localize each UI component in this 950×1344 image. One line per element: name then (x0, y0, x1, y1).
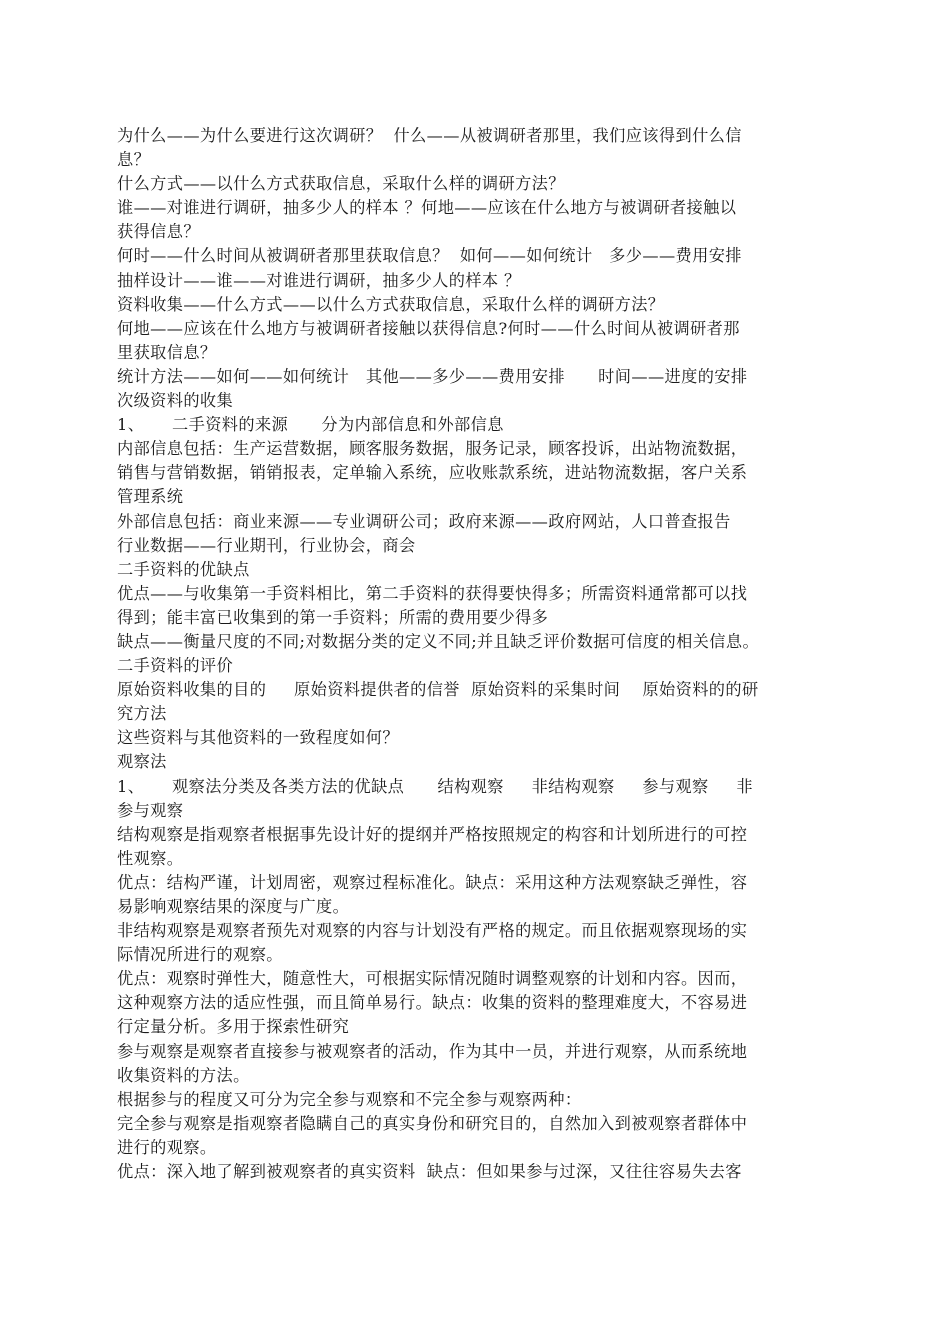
text-line: 优点：深入地了解到被观察者的真实资料 缺点：但如果参与过深，又往往容易失去客 (117, 1162, 742, 1182)
text-line: 内部信息包括：生产运营数据，顾客服务数据，服务记录，顾客投诉，出站物流数据， (117, 439, 748, 459)
text-line: 资料收集——什么方式——以什么方式获取信息，采取什么样的调研方法？ (117, 294, 665, 314)
text-line: 二手资料的评价 (117, 656, 234, 676)
text-line: 行定量分析。多用于探索性研究 (117, 1017, 350, 1037)
text-line: 二手资料的优缺点 (117, 559, 250, 579)
text-line: 抽样设计——谁——对谁进行调研，抽多少人的样本 ？ (117, 270, 521, 290)
text-line: 易影响观察结果的深度与广度。 (117, 897, 350, 916)
text-line: 优点：结构严谨，计划周密，观察过程标准化。缺点：采用这种方法观察缺乏弹性，容 (117, 872, 748, 892)
text-line: 统计方法——如何——如何统计 其他——多少——费用安排 时间——进度的安排 (117, 366, 748, 386)
text-line: 根据参与的程度又可分为完全参与观察和不完全参与观察两种： (117, 1089, 582, 1109)
text-line: 为什么——为什么要进行这次调研？ 什么——从被调研者那里，我们应该得到什么信 (117, 126, 742, 145)
text-line: 1、 观察法分类及各类方法的优缺点 结构观察 非结构观察 参与观察 非 (117, 776, 753, 796)
text-line: 外部信息包括：商业来源——专业调研公司；政府来源——政府网站，人口普查报告 (117, 511, 731, 531)
text-line: 观察法 (117, 752, 167, 772)
text-line: 究方法 (117, 704, 167, 724)
text-line: 次级资料的收集 (117, 391, 234, 411)
text-line: 1、 二手资料的来源 分为内部信息和外部信息 (117, 415, 504, 435)
text-line: 管理系统 (117, 487, 184, 507)
text-line: 参与观察 (117, 800, 184, 820)
document-page (117, 124, 852, 1184)
text-line: 这些资料与其他资料的一致程度如何？ (117, 728, 399, 748)
text-line: 得到；能丰富已收集到的第一手资料；所需的费用要少得多 (117, 607, 549, 627)
text-line: 息？ (117, 150, 151, 170)
text-line: 何时——什么时间从被调研者那里获取信息？ 如何——如何统计 多少——费用安排 (117, 246, 742, 266)
text-line: 获得信息？ (117, 222, 200, 242)
text-line: 里获取信息？ (117, 342, 217, 362)
text-line: 优点：观察时弹性大，随意性大，可根据实际情况随时调整观察的计划和内容。因而， (117, 969, 748, 989)
text-line: 结构观察是指观察者根据事先设计好的提纲并严格按照规定的构容和计划所进行的可控 (117, 824, 748, 844)
text-line: 行业数据——行业期刊，行业协会，商会 (117, 535, 416, 555)
text-line: 收集资料的方法。 (117, 1065, 250, 1085)
text-line: 完全参与观察是指观察者隐瞒自己的真实身份和研究目的，自然加入到被观察者群体中 (117, 1113, 748, 1133)
text-line: 这种观察方法的适应性强，而且简单易行。缺点：收集的资料的整理难度大，不容易进 (117, 993, 748, 1013)
text-line: 参与观察是观察者直接参与被观察者的活动，作为其中一员，并进行观察，从而系统地 (117, 1041, 748, 1061)
text-line: 原始资料收集的目的 原始资料提供者的信誉 原始资料的采集时间 原始资料的的研 (117, 680, 759, 700)
text-line: 进行的观察。 (117, 1137, 217, 1157)
text-line: 销售与营销数据，销销报表，定单输入系统，应收账款系统，进站物流数据，客户关系 (117, 463, 748, 483)
text-line: 优点——与收集第一手资料相比，第二手资料的获得要快得多；所需资料通常都可以找 (117, 583, 748, 603)
text-line: 何地——应该在什么地方与被调研者接触以获得信息?何时——什么时间从被调研者那 (117, 318, 740, 338)
text-line: 什么方式——以什么方式获取信息，采取什么样的调研方法？ (117, 174, 565, 194)
text-line: 际情况所进行的观察。 (117, 945, 283, 965)
text-line: 谁——对谁进行调研，抽多少人的样本 ？何地——应该在什么地方与被调研者接触以 (117, 198, 737, 218)
text-line: 性观察。 (117, 848, 184, 868)
text-line: 非结构观察是观察者预先对观察的内容与计划没有严格的规定。而且依据观察现场的实 (117, 921, 748, 941)
text-line: 缺点——衡量尺度的不同;对数据分类的定义不同;并且缺乏评价数据可信度的相关信息。 (117, 631, 760, 651)
